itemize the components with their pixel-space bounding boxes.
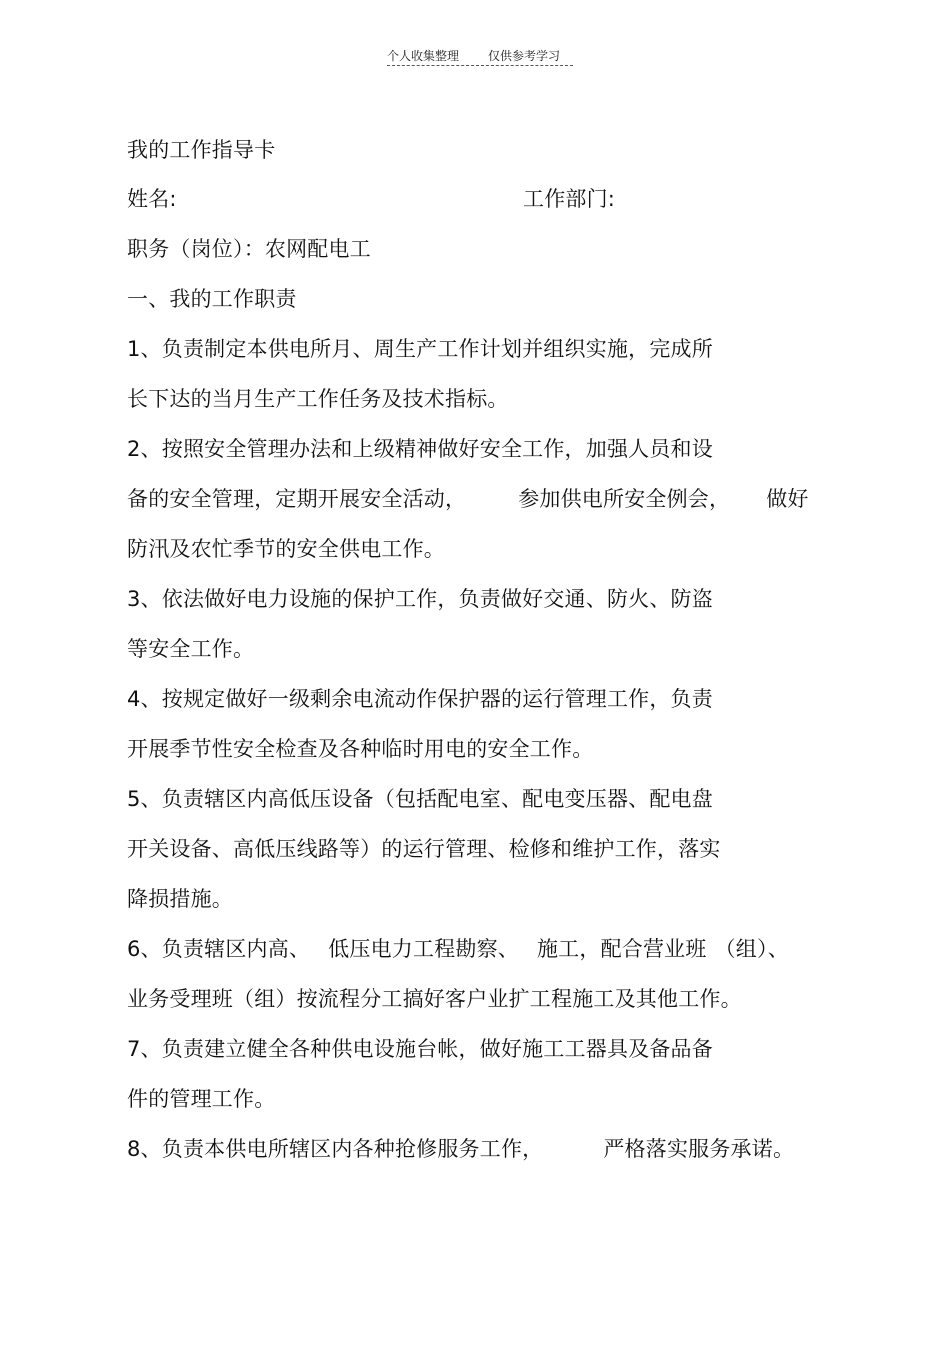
item-2-line-2-part-c: 做好 bbox=[766, 487, 809, 511]
item-7-line-1: 7、负责建立健全各种供电设施台帐，做好施工工器具及备品备 bbox=[127, 1037, 713, 1061]
item-3-line-1: 3、依法做好电力设施的保护工作，负责做好交通、防火、防盗 bbox=[127, 587, 713, 611]
header-dashed-rule bbox=[387, 65, 573, 66]
item-2-line-2-part-a: 备的安全管理，定期开展安全活动， bbox=[127, 487, 467, 511]
item-4-line-2: 开展季节性安全检查及各种临时用电的安全工作。 bbox=[127, 737, 594, 761]
item-4-line-1: 4、按规定做好一级剩余电流动作保护器的运行管理工作，负责 bbox=[127, 687, 713, 711]
item-1-line-2: 长下达的当月生产工作任务及技术指标。 bbox=[127, 387, 509, 411]
item-2-line-2-part-b: 参加供电所安全例会， bbox=[518, 487, 731, 511]
item-8-line-1-part-a: 8、负责本供电所辖区内各种抢修服务工作， bbox=[127, 1137, 544, 1161]
department-field: 工作部门: bbox=[523, 187, 616, 211]
item-2-line-3: 防汛及农忙季节的安全供电工作。 bbox=[127, 537, 445, 561]
item-2-line-1: 2、按照安全管理办法和上级精神做好安全工作，加强人员和设 bbox=[127, 437, 713, 461]
header-right-text: 仅供参考学习 bbox=[488, 49, 561, 63]
item-7-line-2: 件的管理工作。 bbox=[127, 1087, 276, 1111]
item-8-line-1-part-b: 严格落实服务承诺。 bbox=[603, 1137, 795, 1161]
page-header bbox=[387, 44, 573, 66]
item-5-line-2: 开关设备、高低压线路等）的运行管理、检修和维护工作，落实 bbox=[127, 837, 721, 861]
item-6-line-1-part-a: 6、负责辖区内高、 bbox=[127, 937, 311, 961]
header-left-text: 个人收集整理 bbox=[387, 49, 460, 63]
item-5-line-1: 5、负责辖区内高低压设备（包括配电室、配电变压器、配电盘 bbox=[127, 787, 713, 811]
item-6-line-1 bbox=[127, 936, 789, 962]
item-6-line-1-part-c: 施工，配合营业班 bbox=[536, 937, 707, 961]
item-3-line-2: 等安全工作。 bbox=[127, 637, 255, 661]
item-5-line-3: 降损措施。 bbox=[127, 887, 233, 911]
name-field: 姓名: bbox=[127, 187, 177, 211]
item-6-line-1-part-d: （组）、 bbox=[714, 937, 789, 961]
item-2-line-2 bbox=[127, 486, 809, 512]
doc-title: 我的工作指导卡 bbox=[127, 138, 276, 162]
item-6-line-2: 业务受理班（组）按流程分工搞好客户业扩工程施工及其他工作。 bbox=[127, 987, 742, 1011]
item-8-line-1 bbox=[127, 1136, 794, 1162]
position-line: 职务（岗位）：农网配电工 bbox=[127, 237, 371, 261]
item-6-line-1-part-b: 低压电力工程勘察、 bbox=[328, 937, 519, 961]
item-1-line-1: 1、负责制定本供电所月、周生产工作计划并组织实施，完成所 bbox=[127, 337, 713, 361]
section-heading: 一、我的工作职责 bbox=[127, 287, 297, 311]
